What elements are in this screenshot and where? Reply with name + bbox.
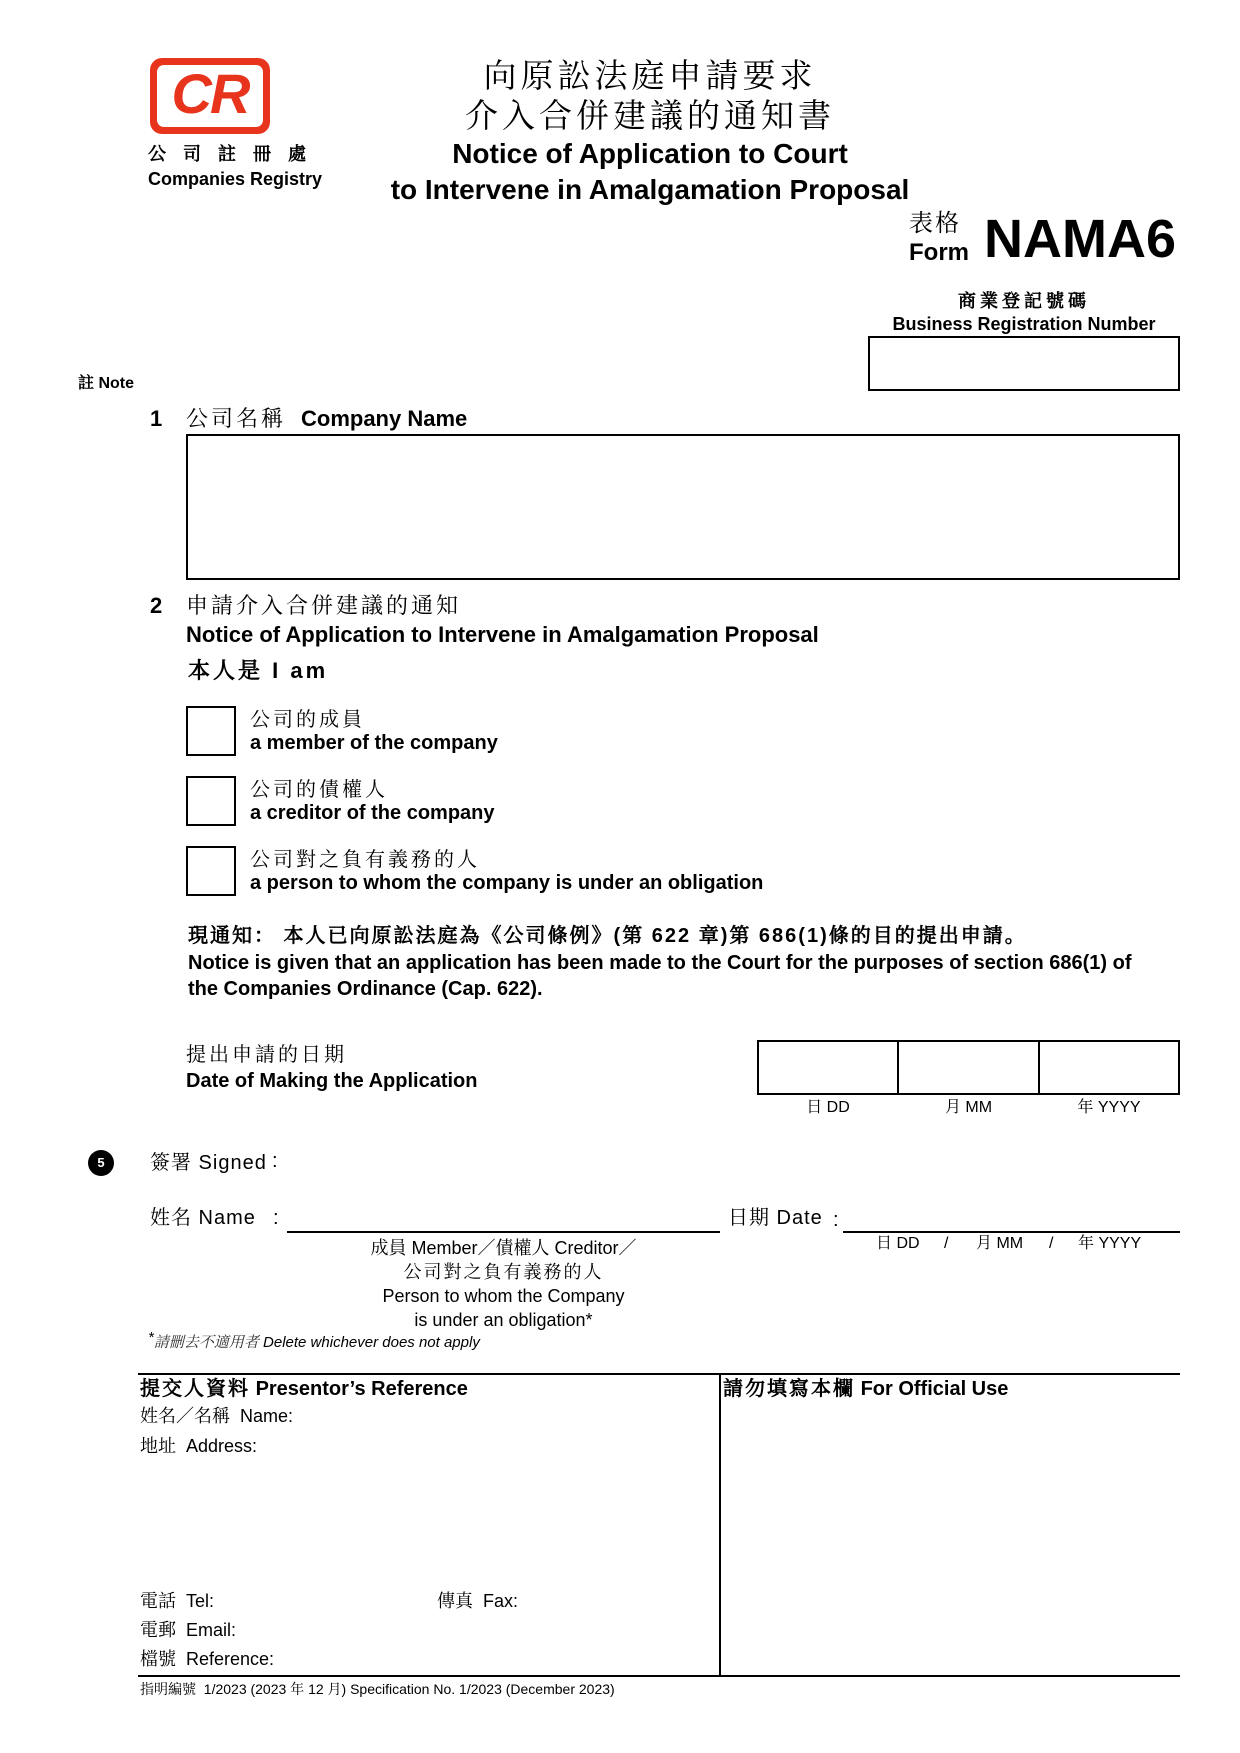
application-date-year-label: 年 YYYY [1077, 1099, 1141, 1116]
presenter-divider [719, 1373, 721, 1675]
presenter-address-label: 地址 Address: [140, 1436, 258, 1456]
cr-logo-text: CR [171, 62, 249, 125]
presenter-email-label: 電郵 Email: [140, 1620, 237, 1640]
section1-label-en: Company Name [301, 406, 468, 431]
brn-label-en: Business Registration Number [892, 314, 1156, 334]
sign-date-mm: 月 MM [976, 1235, 1024, 1252]
cr-logo [148, 56, 272, 136]
form-label-en: Form [909, 239, 969, 266]
creditor-option-en: a creditor of the company [250, 802, 495, 824]
presenter-reference-label: 檔號 Reference: [140, 1649, 275, 1669]
obligee-option-en: a person to whom the company is under an obligation [250, 872, 764, 894]
section2-heading-zh: 申請介入合併建議的通知 [186, 593, 462, 618]
section1-label-zh: 公司名稱 [186, 406, 287, 431]
name-label: 姓名 Name [150, 1207, 256, 1229]
application-date-year-input[interactable] [1038, 1040, 1180, 1095]
section2-heading-en: Notice of Application to Intervene in Amalgamation Proposal [186, 622, 819, 647]
form-label-zh: 表格 [909, 210, 961, 237]
role-line1: 成員 Member／債權人 Creditor／ [370, 1238, 637, 1258]
form-code: NAMA6 [984, 209, 1177, 269]
company-name-input[interactable] [186, 434, 1180, 580]
footer-specification: 指明編號 1/2023 (2023 年 12 月) Specification No. 1/2023 (December 2023) [140, 1681, 615, 1697]
member-checkbox[interactable] [186, 706, 236, 756]
presenter-heading [140, 1377, 468, 1401]
note-label: 註 Note [78, 375, 135, 392]
application-date-day-label: 日 DD [806, 1099, 850, 1116]
title-en-line1: Notice of Application to Court [452, 138, 848, 169]
form-label [909, 210, 969, 268]
title-en-line2: to Intervene in Amalgamation Proposal [390, 174, 910, 205]
sign-date-dd: 日 DD [876, 1235, 920, 1252]
presenter-heading-en: Presentor’s Reference [255, 1378, 468, 1400]
name-line[interactable] [287, 1231, 720, 1233]
sign-date-yyyy: 年 YYYY [1078, 1235, 1142, 1252]
application-date-month-label: 月 MM [944, 1099, 993, 1116]
title-zh-line1: 向原訟法庭申請要求 [483, 57, 817, 94]
presenter-name-label: 姓名／名稱 Name: [140, 1406, 294, 1426]
brn-input[interactable] [868, 336, 1180, 391]
signer-role [287, 1236, 720, 1332]
sign-date-colon: : [833, 1209, 839, 1231]
application-date-day-input[interactable] [757, 1040, 899, 1095]
creditor-checkbox[interactable] [186, 776, 236, 826]
section1-number: 1 [150, 406, 163, 431]
note-5-badge [88, 1150, 114, 1176]
notice-text-zh: 現通知： 本人已向原訟法庭為《公司條例》(第 622 章)第 686(1)條的目的提出申請。 [188, 925, 1027, 947]
delete-note-en: Delete whichever does not apply [263, 1334, 480, 1351]
member-option-en: a member of the company [250, 732, 498, 754]
name-colon: : [273, 1207, 279, 1229]
presenter-fax-label: 傳真 Fax: [437, 1591, 519, 1611]
application-date-label-zh: 提出申請的日期 [186, 1044, 347, 1066]
notice-text-en-line1: Notice is given that an application has been made to the Court for the purposes of section 686(1) of [188, 952, 1132, 974]
registry-name-en: Companies Registry [148, 169, 323, 189]
presenter-heading-zh: 提交人資料 [140, 1378, 250, 1400]
section2-number: 2 [150, 593, 163, 618]
sign-date-line[interactable] [843, 1231, 1180, 1233]
application-date-month-input[interactable] [897, 1040, 1040, 1095]
notice-text-en-line2: the Companies Ordinance (Cap. 622). [188, 978, 543, 1000]
official-use-en: For Official Use [860, 1378, 1009, 1400]
role-line3: Person to whom the Company [382, 1286, 625, 1306]
obligee-checkbox[interactable] [186, 846, 236, 896]
brn-label-zh: 商業登記號碼 [958, 291, 1090, 311]
official-use-heading [723, 1377, 1008, 1401]
signed-colon: : [272, 1150, 278, 1172]
delete-note [148, 1329, 480, 1352]
application-date-label-en: Date of Making the Application [186, 1070, 478, 1092]
creditor-option-zh: 公司的債權人 [250, 779, 388, 801]
official-use-zh: 請勿填寫本欄 [723, 1378, 855, 1400]
i-am-label: 本人是 I am [188, 658, 329, 683]
note-5-number: 5 [97, 1155, 105, 1170]
registry-name-zh: 公 司 註 冊 處 [148, 144, 313, 164]
sign-date-sep1: / [944, 1235, 949, 1252]
title-zh-line2: 介入合併建議的通知書 [465, 97, 835, 134]
sign-date-sep2: / [1049, 1235, 1054, 1252]
member-option-zh: 公司的成員 [250, 709, 365, 731]
presenter-bottom-rule [138, 1675, 1180, 1677]
role-line4: is under an obligation* [414, 1310, 593, 1330]
presenter-tel-label: 電話 Tel: [140, 1591, 215, 1611]
delete-note-zh: 請刪去不適用者 [153, 1334, 259, 1351]
obligee-option-zh: 公司對之負有義務的人 [250, 849, 480, 871]
role-line2: 公司對之負有義務的人 [403, 1262, 604, 1282]
presenter-top-rule [138, 1373, 1180, 1375]
page-title [340, 56, 960, 208]
delete-note-star: * [148, 1329, 154, 1346]
sign-date-label: 日期 Date [728, 1207, 823, 1229]
signed-label: 簽署 Signed [150, 1152, 267, 1174]
